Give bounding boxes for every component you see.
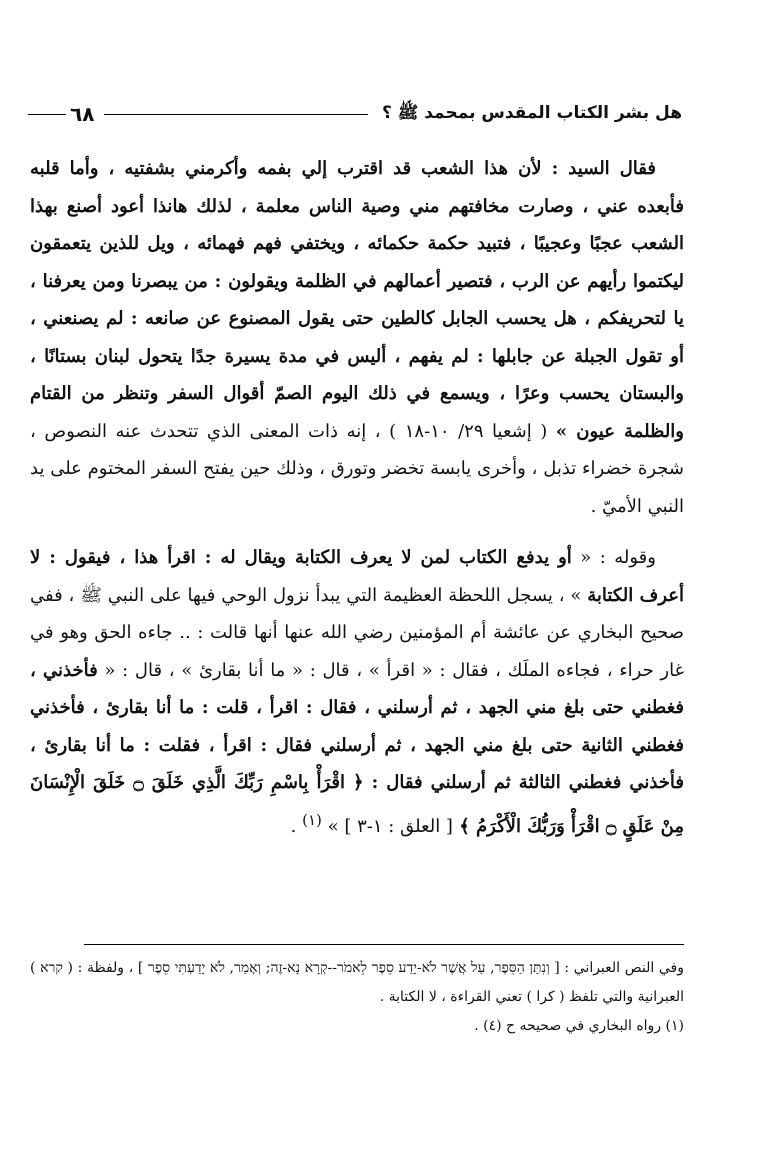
hebrew-text: וְנִתַּן הַסֵּפֶר, עַל אֲשֶׁר לֹא-יָדַע סֵפֶר לֵאמֹר--קְרָא נָא-זֶה; וְאָמַר, לֹא יָדַעְתִּי סֵפֶר xyxy=(147,960,550,976)
page-number: ٦٨ xyxy=(70,102,95,126)
verse-reference: [ العلق : ١-٣ ] » xyxy=(321,815,453,837)
hadith-quote: فأخذني ، فغطني حتى بلغ مني الجهد ، ثم أرسلني ، فقال : اقرأ ، قلت : ما أنا بقارئ ، فأخذني فغطني الثانية حتى بلغ مني الجهد ، ثم أرسلني فقال : اقرأ ، فقلت : ما أنا بقارئ ، فأخذني فغطني الثالثة ثم أرسلني فقال : xyxy=(30,659,685,793)
footnotes xyxy=(30,954,684,1041)
running-title: هل بشر الكتاب المقدس بمحمد ﷺ ؟ xyxy=(382,102,682,123)
header-rule xyxy=(104,114,368,115)
header-rule-short xyxy=(28,114,66,115)
footnote-1: (١) رواه البخاري في صحيحه ح (٤) . xyxy=(474,1018,684,1034)
text-segment: . xyxy=(290,815,303,837)
paragraph-revelation xyxy=(30,539,684,845)
footnote-text: ) العبرانية والتي تلفظ ( كرا ) تعني القراءة ، لا الكتابة . xyxy=(30,960,684,1005)
isaiah-quote: فقال السيد : لأن هذا الشعب قد اقترب إلي بفمه وأكرمني بشفتيه ، وأما قلبه فأبعده عني ، وصارت مخافتهم مني وصية الناس معلمة ، لذلك هانذا أعود أصنع بهذا الشعب عجبًا وعجيبًا ، فتبيد حكمة حكمائه ، ويختفي فهم فهمائه ، ويل للذين يتعمقون ليكتموا رأيهم عن الرب ، فتصير أعمالهم في الظلمة ويقولون : من يبصرنا ومن يعرفنا ، يا لتحريفكم ، هل يحسب الجابل كالطين حتى يقول المصنوع عن صانعه : لم يصنعني ، أو تقول الجبلة عن جابلها : لم يفهم ، أليس في مدة يسيرة جدًا يتحول لبنان بستانًا ، والبستان يحسب وعرًا ، ويسمع في ذلك اليوم الصمّ أقوال السفر وتنظر من القتام والظلمة عيون » xyxy=(30,158,684,442)
footnote-ref[interactable]: (١) xyxy=(302,810,322,829)
footnote-text: وفي النص العبراني : [ xyxy=(549,960,684,976)
footnote-text: ] ، ولفظة : ( xyxy=(62,960,148,976)
paragraph-isaiah-quote xyxy=(30,150,684,525)
main-text xyxy=(30,150,684,845)
text-segment: وقوله : « xyxy=(571,547,656,568)
text-segment: » ، يسجل اللحظة العظيمة التي يبدأ نزول الوحي فيها على النبي ﷺ ، ففي صحيح البخاري عن عائشة أم المؤمنين رضي الله عنها أنها قالت : .. جاءه الحق وهو في غار حراء ، فجاءه الملَك ، فقال : « اقرأ » ، قال : « ما أنا بقارئ » ، قال : « xyxy=(30,584,684,681)
footnote-hebrew xyxy=(30,954,684,1012)
isaiah-commentary: ( إشعيا ٢٩/ ١٠-١٨ ) ، إنه ذات المعنى الذي تتحدث عنه النصوص ، شجرة خضراء تذبل ، وأخرى يابسة تخضر وتورق ، وذلك حين يفتح السفر المختوم على يد النبي الأميّ . xyxy=(30,420,684,517)
running-header xyxy=(28,96,682,132)
quran-verse: ﴿ اقْرَأْ بِاسْمِ رَبِّكَ الَّذِي خَلَقَ ۝ خَلَقَ الْإِنْسَانَ مِنْ عَلَقٍ ۝ اقْرَأْ وَرَبُّكَ الْأَكْرَمُ ﴾ xyxy=(30,772,684,837)
hebrew-word: קרא xyxy=(40,960,63,976)
footnote-separator xyxy=(84,944,684,945)
scripture-quote: أو يدفع الكتاب لمن لا يعرف الكتابة ويقال له : اقرأ هذا ، فيقول : لا أعرف الكتابة xyxy=(30,547,684,606)
